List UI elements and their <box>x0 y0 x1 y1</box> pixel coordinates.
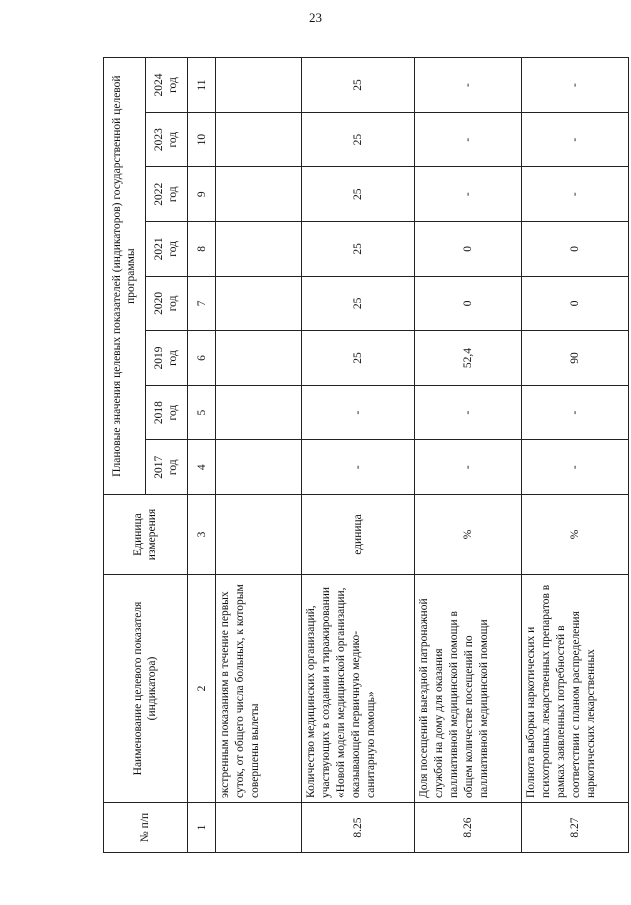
row-value-2018: - <box>302 385 415 440</box>
row-value-2019: 25 <box>302 331 415 386</box>
row-value-2017 <box>216 440 302 495</box>
row-value-2023 <box>216 112 302 167</box>
col-number: 4 <box>188 440 216 495</box>
row-value-2019: 52,4 <box>415 331 522 386</box>
row-value-2024: 25 <box>302 58 415 113</box>
header-unit: Единица измерения <box>104 495 188 575</box>
table-row <box>302 58 415 853</box>
table-row <box>522 58 629 853</box>
row-value-2024: - <box>522 58 629 113</box>
year-suffix: год <box>166 295 179 312</box>
row-unit: % <box>522 495 629 575</box>
row-value-2021: 25 <box>302 222 415 277</box>
row-value-2017: - <box>415 440 522 495</box>
col-number: 11 <box>188 58 216 113</box>
row-value-2020: 25 <box>302 276 415 331</box>
row-value-2021: 0 <box>415 222 522 277</box>
year-header-2019 <box>146 331 188 386</box>
col-number: 9 <box>188 167 216 222</box>
row-value-2024 <box>216 58 302 113</box>
page-number: 23 <box>309 10 322 25</box>
table-row <box>415 58 522 853</box>
year-suffix: год <box>166 459 179 476</box>
table-row <box>216 58 302 853</box>
year-header-2022 <box>146 167 188 222</box>
row-unit: % <box>415 495 522 575</box>
header-name: Наименование целевого показателя (индикатора) <box>104 575 188 803</box>
row-value-2022: 25 <box>302 167 415 222</box>
column-number-row <box>188 58 216 853</box>
year-header-2021 <box>146 222 188 277</box>
row-value-2023: - <box>522 112 629 167</box>
year-value: 2017 <box>153 455 166 479</box>
year-header-2020 <box>146 276 188 331</box>
row-value-2020: 0 <box>522 276 629 331</box>
year-suffix: год <box>166 131 179 148</box>
year-value: 2021 <box>153 237 166 261</box>
row-value-2022 <box>216 167 302 222</box>
row-num: 8.26 <box>415 803 522 853</box>
row-value-2021 <box>216 222 302 277</box>
year-value: 2020 <box>153 291 166 315</box>
col-number: 1 <box>188 803 216 853</box>
year-header-2018 <box>146 385 188 440</box>
col-number: 7 <box>188 276 216 331</box>
row-value-2018: - <box>415 385 522 440</box>
year-value: 2019 <box>153 346 166 370</box>
col-number: 5 <box>188 385 216 440</box>
year-suffix: год <box>166 186 179 203</box>
row-value-2020 <box>216 276 302 331</box>
rotated-table-container <box>103 58 628 853</box>
row-value-2022: - <box>415 167 522 222</box>
row-value-2020: 0 <box>415 276 522 331</box>
col-number: 3 <box>188 495 216 575</box>
year-value: 2023 <box>153 128 166 152</box>
row-value-2017: - <box>522 440 629 495</box>
row-value-2018 <box>216 385 302 440</box>
year-suffix: год <box>166 404 179 421</box>
indicators-table <box>103 57 629 853</box>
row-value-2017: - <box>302 440 415 495</box>
year-value: 2022 <box>153 182 166 206</box>
col-number: 8 <box>188 222 216 277</box>
row-value-2023: 25 <box>302 112 415 167</box>
row-num: 8.27 <box>522 803 629 853</box>
row-name: экстренным показаниям в течение первых суток, от общего числа больных, к которым совершены вылеты <box>216 575 302 803</box>
header-row-1 <box>104 58 146 853</box>
year-suffix: год <box>166 350 179 366</box>
row-value-2018: - <box>522 385 629 440</box>
row-name: Количество медицинских организаций, участвующих в создании и тиражировании «Новой модели медицинской организации, оказывающей первичную медико-санитарную помощь» <box>302 575 415 803</box>
year-suffix: год <box>166 77 179 93</box>
row-num: 8.25 <box>302 803 415 853</box>
year-header-2024 <box>146 58 188 113</box>
row-value-2024: - <box>415 58 522 113</box>
year-header-2017 <box>146 440 188 495</box>
row-value-2022: - <box>522 167 629 222</box>
header-num: № п/п <box>104 803 188 853</box>
row-value-2019: 90 <box>522 331 629 386</box>
year-header-2023 <box>146 112 188 167</box>
year-value: 2018 <box>153 401 166 425</box>
col-number: 2 <box>188 575 216 803</box>
row-value-2019 <box>216 331 302 386</box>
year-suffix: год <box>166 240 179 257</box>
row-unit <box>216 495 302 575</box>
row-name: Доля посещений выездной патронажной службой на дому для оказания паллиативной медицинской помощи в общем количестве посещений по паллиативной медицинской помощи <box>415 575 522 803</box>
row-value-2021: 0 <box>522 222 629 277</box>
col-number: 10 <box>188 112 216 167</box>
row-unit: единица <box>302 495 415 575</box>
row-num <box>216 803 302 853</box>
year-value: 2024 <box>153 73 166 97</box>
col-number: 6 <box>188 331 216 386</box>
row-name: Полнота выборки наркотических и психотропных лекарственных препаратов в рамках заявленных потребностей в соответствии с планом распределения наркотических лекарственных <box>522 575 629 803</box>
header-plan: Плановые значения целевых показателей (индикаторов) государственной целевой программы <box>104 58 146 495</box>
row-value-2023: - <box>415 112 522 167</box>
